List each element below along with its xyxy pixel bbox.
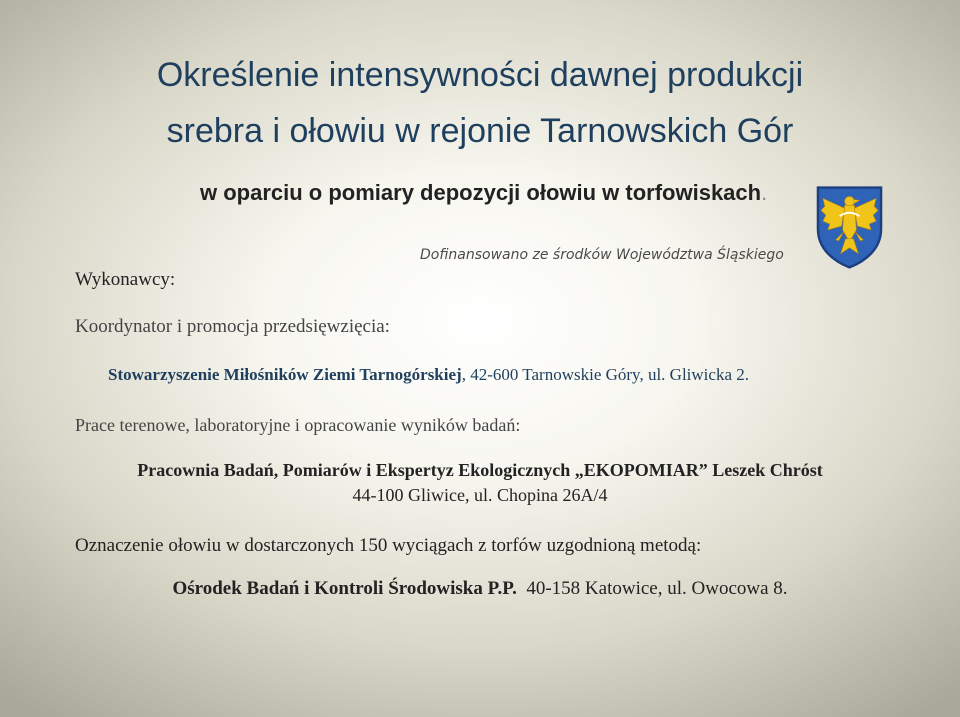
testing-center-name: Ośrodek Badań i Kontroli Środowiska P.P. [172,578,517,599]
lead-marking-label: Oznaczenie ołowiu w dostarczonych 150 wyciągach z torfów uzgodnioną metodą: [75,535,702,556]
lab-address: 44-100 Gliwice, ul. Chopina 26A/4 [352,485,608,505]
silesian-eagle-crest-icon [815,184,884,270]
lab-name: Pracownia Badań, Pomiarów i Ekspertyz Ekologicznych „EKOPOMIAR” Leszek Chróst [137,460,823,480]
fieldwork-label: Prace terenowe, laboratoryjne i opracowanie wyników badań: [75,415,521,435]
coordinator-organization [108,365,749,385]
subtitle [200,180,767,206]
title-line-2: srebra i ołowiu w rejonie Tarnowskich Gór [166,112,794,150]
funding-note: Dofinansowano ze środków Województwa Śląskiego [420,247,784,263]
testing-center-address: 40-158 Katowice, ul. Owocowa 8. [526,578,788,599]
coordinator-org-name: Stowarzyszenie Miłośników Ziemi Tarnogórskiej [108,365,462,384]
coordinator-label: Koordynator i promocja przedsięwzięcia: [75,316,390,337]
subtitle-period: . [761,180,768,205]
coordinator-org-address: , 42-600 Tarnowskie Góry, ul. Gliwicka 2. [461,365,749,384]
testing-center [0,578,960,600]
title-line-1: Określenie intensywności dawnej produkcji [156,56,804,94]
contractors-label: Wykonawcy: [75,269,176,290]
subtitle-text: w oparciu o pomiary depozycji ołowiu w torfowiskach [200,180,762,205]
